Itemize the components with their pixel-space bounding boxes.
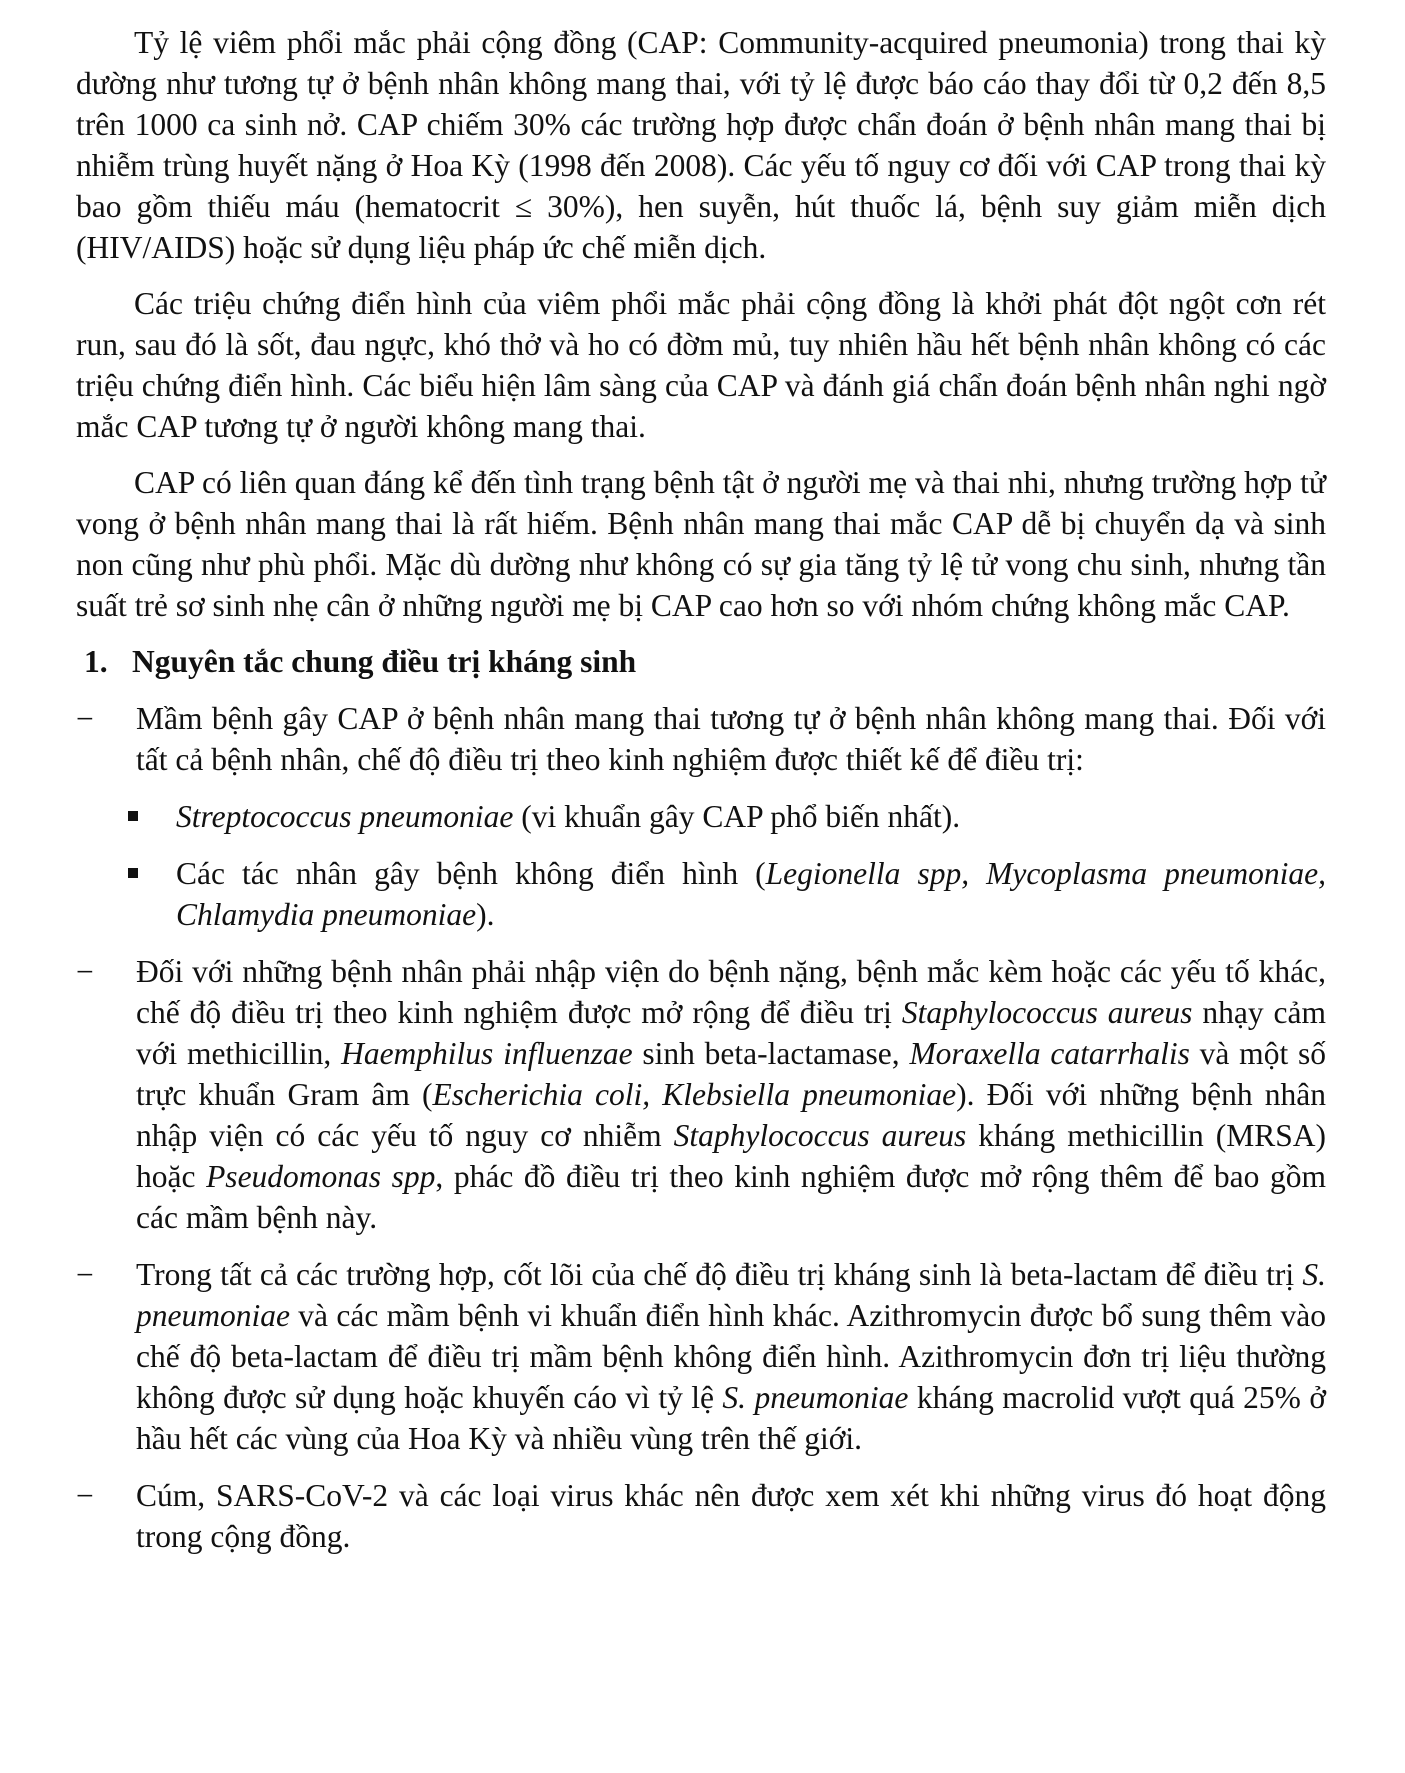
list-item-viruses: [76, 1475, 1326, 1557]
text-run: nhạy cảm với methicillin,: [136, 995, 1326, 1071]
text-run: kháng methicillin (MRSA) hoặc: [136, 1118, 1326, 1194]
list-item-text: [136, 698, 1326, 780]
paragraph-cap-morbidity: [76, 462, 1326, 626]
section-title: Nguyên tắc chung điều trị kháng sinh: [132, 644, 637, 679]
document-page: [76, 22, 1326, 1573]
text-run: ). Đối với những bệnh nhân nhập viện có các yếu tố nguy cơ nhiễm: [136, 1077, 1326, 1153]
text-run: (vi khuẩn gây CAP phổ biến nhất).: [513, 799, 961, 834]
text-run: sinh beta-lactamase,: [632, 1036, 910, 1071]
text-run: kháng macrolid vượt quá 25% ở hầu hết các vùng của Hoa Kỳ và nhiều vùng trên thế giới.: [136, 1380, 1326, 1456]
list-item-pathogens: [76, 698, 1326, 780]
list-item-text: [136, 1254, 1326, 1459]
text-run: và một số trực khuẩn Gram âm (: [136, 1036, 1326, 1112]
dash-bullet: −: [76, 1478, 94, 1513]
italic-term: Escherichia coli, Klebsiella pneumoniae: [432, 1077, 957, 1112]
text-run: Đối với những bệnh nhân phải nhập viện do bệnh nặng, bệnh mắc kèm hoặc các yếu tố khác, chế độ điều trị theo kinh nghiệm được mở rộng để điều trị: [136, 954, 1326, 1030]
italic-term: Staphylococcus aureus: [673, 1118, 967, 1153]
text-run: CAP có liên quan đáng kể đến tình trạng bệnh tật ở người mẹ và thai nhi, nhưng trường hợp tử vong ở bệnh nhân mang thai là rất hiếm. Bệnh nhân mang thai mắc CAP dễ bị chuyển dạ và sinh non cũng như phù phổi. Mặc dù dường như không có sự gia tăng tỷ lệ tử vong chu sinh, nhưng tần suất trẻ sơ sinh nhẹ cân ở những người mẹ bị CAP cao hơn so với nhóm chứng không mắc CAP.: [76, 465, 1326, 623]
list-item-beta-lactam: [76, 1254, 1326, 1459]
list-item-text: [136, 1475, 1326, 1557]
text-run: Mầm bệnh gây CAP ở bệnh nhân mang thai tương tự ở bệnh nhân không mang thai. Đối với tất cả bệnh nhân, chế độ điều trị theo kinh nghiệm được thiết kế để điều trị:: [136, 701, 1326, 777]
italic-term: S. pneumoniae: [136, 1257, 1326, 1333]
list-item-hospitalized: [76, 951, 1326, 1238]
dash-bullet: −: [76, 701, 94, 736]
text-run: , phác đồ điều trị theo kinh nghiệm được mở rộng thêm để bao gồm các mầm bệnh này.: [136, 1159, 1327, 1235]
italic-term: Moraxella catarrhalis: [909, 1036, 1190, 1071]
italic-term: Staphylococcus aureus: [901, 995, 1193, 1030]
text-run: Các triệu chứng điển hình của viêm phổi mắc phải cộng đồng là khởi phát đột ngột cơn rét run, sau đó là sốt, đau ngực, khó thở và ho có đờm mủ, tuy nhiên hầu hết bệnh nhân không có các triệu chứng điển hình. Các biểu hiện lâm sàng của CAP và đánh giá chẩn đoán bệnh nhân nghi ngờ mắc CAP tương tự ở người không mang thai.: [76, 286, 1326, 444]
square-bullet-icon: [128, 811, 138, 821]
paragraph-cap-incidence: [76, 22, 1326, 268]
sub-list-item-streptococcus: [76, 796, 1326, 837]
text-run: Tỷ lệ viêm phổi mắc phải cộng đồng (CAP: Community-acquired pneumonia) trong thai kỳ dường như tương tự ở bệnh nhân không mang thai, với tỷ lệ được báo cáo thay đổi từ 0,2 đến 8,5 trên 1000 ca sinh nở. CAP chiếm 30% các trường hợp được chẩn đoán ở bệnh nhân mang thai bị nhiễm trùng huyết nặng ở Hoa Kỳ (1998 đến 2008). Các yếu tố nguy cơ đối với CAP trong thai kỳ bao gồm thiếu máu (hematocrit ≤ 30%), hen suyễn, hút thuốc lá, bệnh suy giảm miễn dịch (HIV/AIDS) hoặc sử dụng liệu pháp ức chế miễn dịch.: [76, 25, 1326, 265]
section-heading: [76, 641, 1326, 682]
text-run: và các mầm bệnh vi khuẩn điển hình khác. Azithromycin được bổ sung thêm vào chế độ beta-lactam để điều trị mầm bệnh không điển hình. Azithromycin đơn trị liệu thường không được sử dụng hoặc khuyến cáo vì tỷ lệ: [136, 1298, 1326, 1415]
text-run: Trong tất cả các trường hợp, cốt lõi của chế độ điều trị kháng sinh là beta-lactam để điều trị: [136, 1257, 1303, 1292]
sub-list-item-text: [176, 853, 1326, 935]
text-run: Các tác nhân gây bệnh không điển hình (: [176, 856, 766, 891]
italic-term: S. pneumoniae: [722, 1380, 909, 1415]
text-run: Cúm, SARS-CoV-2 và các loại virus khác nên được xem xét khi những virus đó hoạt động trong cộng đồng.: [136, 1478, 1326, 1554]
dash-bullet: −: [76, 954, 94, 989]
list-item-text: [136, 951, 1326, 1238]
square-bullet-icon: [128, 868, 138, 878]
dash-bullet: −: [76, 1257, 94, 1292]
sub-list-item-atypical: [76, 853, 1326, 935]
sub-list-item-text: [176, 796, 1326, 837]
italic-term: Streptococcus pneumoniae: [176, 799, 514, 834]
section-number: 1.: [84, 644, 108, 679]
italic-term: Pseudomonas spp: [206, 1159, 436, 1194]
italic-term: Haemphilus influenzae: [341, 1036, 633, 1071]
paragraph-cap-symptoms: [76, 283, 1326, 447]
italic-term: Legionella spp, Mycoplasma pneumoniae, Chlamydia pneumoniae: [176, 856, 1327, 932]
text-run: ).: [476, 897, 495, 932]
